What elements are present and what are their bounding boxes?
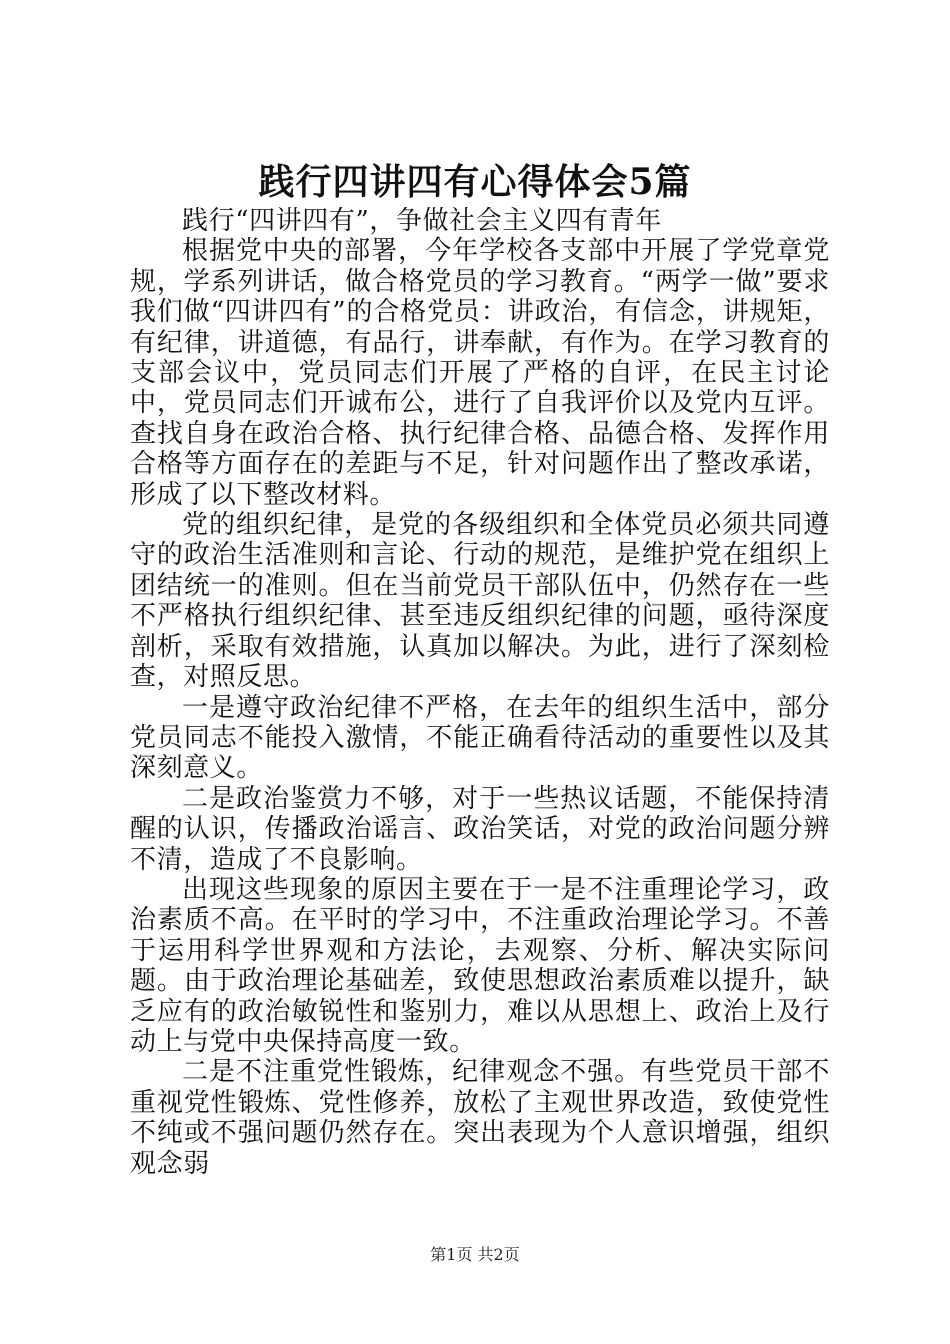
body-paragraph: 二是政治鉴赏力不够，对于一些热议话题，不能保持清醒的认识，传播政治谣言、政治笑话，对党的政治问题分辨不清，造成了不良影响。 (130, 783, 830, 875)
body-paragraph: 二是不注重党性锻炼，纪律观念不强。有些党员干部不重视党性锻炼、党性修养，放松了主观世界改造，致使党性不纯或不强问题仍然存在。突出表现为个人意识增强，组织观念弱 (130, 1057, 830, 1179)
body-paragraph: 出现这些现象的原因主要在于一是不注重理论学习，政治素质不高。在平时的学习中，不注重政治理论学习。不善于运用科学世界观和方法论，去观察、分析、解决实际问题。由于政治理论基础差，致使思想政治素质难以提升，缺乏应有的政治敏锐性和鉴别力，难以从思想上、政治上及行动上与党中央保持高度一致。 (130, 874, 830, 1057)
body-paragraph: 党的组织纪律，是党的各级组织和全体党员必须共同遵守的政治生活准则和言论、行动的规范，是维护党在组织上团结统一的准则。但在当前党员干部队伍中，仍然存在一些不严格执行组织纪律、甚至违反组织纪律的问题，亟待深度剖析，采取有效措施，认真加以解决。为此，进行了深刻检查，对照反思。 (130, 510, 830, 693)
page-number-footer: 第1页 共2页 (430, 1245, 520, 1264)
body-paragraph: 一是遵守政治纪律不严格，在去年的组织生活中，部分党员同志不能投入激情，不能正确看待活动的重要性以及其深刻意义。 (130, 692, 830, 784)
document-body (130, 206, 830, 1179)
body-paragraph: 根据党中央的部署，今年学校各支部中开展了学党章党规，学系列讲话，做合格党员的学习教育。“两学一做”要求我们做“四讲四有”的合格党员：讲政治，有信念，讲规矩，有纪律，讲道德，有品行，讲奉献，有作为。在学习教育的支部会议中，党员同志们开展了严格的自评，在民主讨论中，党员同志们开诚布公，进行了自我评价以及党内互评。查找自身在政治合格、执行纪律合格、品德合格、发挥作用合格等方面存在的差距与不足，针对问题作出了整改承诺，形成了以下整改材料。 (130, 236, 830, 510)
subtitle-paragraph: 践行“四讲四有”，争做社会主义四有青年 (182, 206, 662, 236)
document-title: 践行四讲四有心得体会5篇 (258, 161, 692, 203)
